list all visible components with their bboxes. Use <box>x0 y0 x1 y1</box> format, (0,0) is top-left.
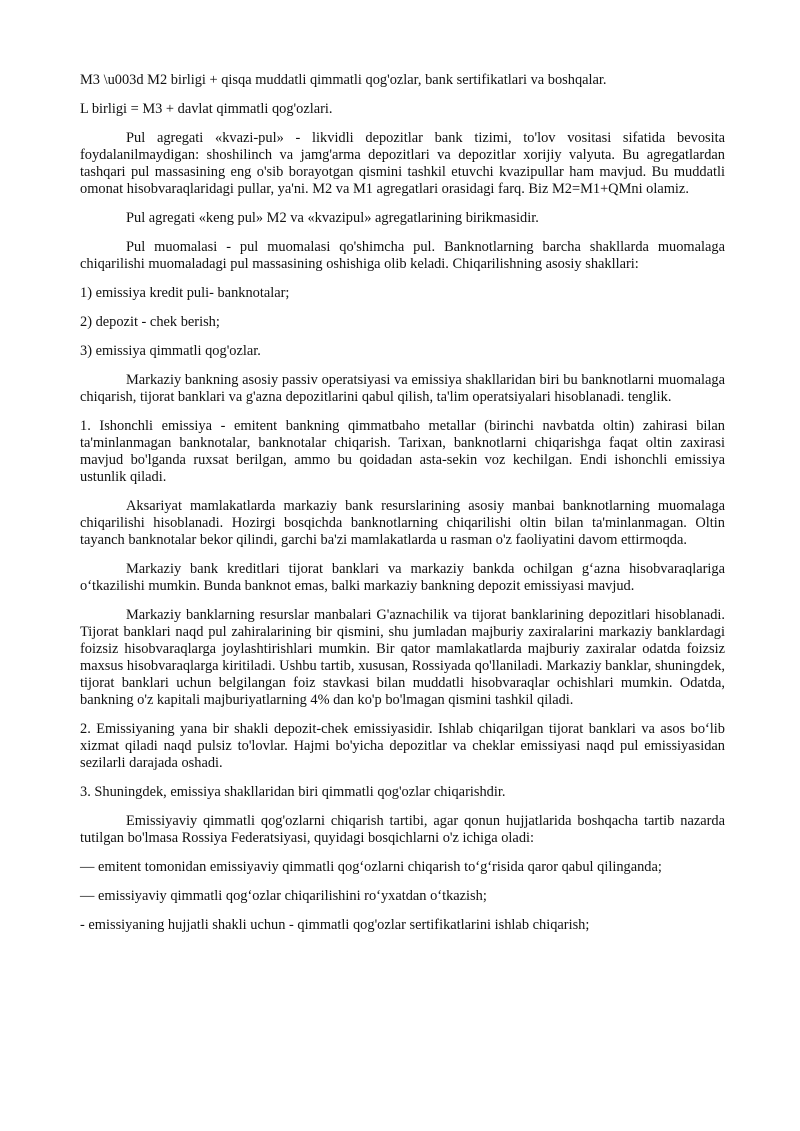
paragraph-securities-emission: 3. Shuningdek, emissiya shakllaridan biri qimmatli qog'ozlar chiqarishdir. <box>80 784 506 800</box>
document-page <box>80 72 725 946</box>
paragraph-fiduciary-emission: 1. Ishonchli emissiya - emitent bankning qimmatbaho metallar (birinchi navbatda oltin) zahirasi bilan ta'minlanmagan banknotalar, banknotalar chiqarish. Tarixan, banknotlarni chiqarishga faqat oltin zaxirasi mavjud bo'lganda ruxsat berilgan, ammo bu qoidadan asta-sekin voz kechilgan. Endi ishonchli emissiya ustunlik qiladi. <box>80 418 725 485</box>
paragraph-deposit-check-emission: 2. Emissiyaning yana bir shakli depozit-chek emissiyasidir. Ishlab chiqarilgan tijorat banklari va asos bo‘lib xizmat qiladi naqd pulsiz to'lovlar. Hajmi bo'yicha depozitlar va cheklar emissiyasi naqd pul emissiyasidan sezilarli darajada oshadi. <box>80 721 725 771</box>
list-item-1: 1) emissiya kredit puli- banknotalar; <box>80 285 290 301</box>
list-item-decision: — emitent tomonidan emissiyaviy qimmatli qog‘ozlarni chiqarish to‘g‘risida qaror qabul qilinganda; <box>80 859 662 875</box>
list-item-certificates: - emissiyaning hujjatli shakli uchun - qimmatli qog'ozlar sertifikatlarini ishlab chiqarish; <box>80 917 590 933</box>
paragraph-money-circulation: Pul muomalasi - pul muomalasi qo'shimcha pul. Banknotlarning barcha shakllarda muomalaga chiqarilishi muomaladagi pul massasining oshishiga olib keladi. Chiqarilishning asosiy shakllari: <box>80 239 725 272</box>
paragraph-m3-definition: M3 \u003d M2 birligi + qisqa muddatli qimmatli qog'ozlar, bank sertifikatlari va boshqalar. <box>80 72 607 88</box>
paragraph-broad-money: Pul agregati «keng pul» M2 va «kvazipul» agregatlarining birikmasidir. <box>126 210 539 226</box>
paragraph-securities-procedure: Emissiyaviy qimmatli qog'ozlarni chiqarish tartibi, agar qonun hujjatlarida boshqacha tartib nazarda tutilgan bo'lmasa Rossiya Federatsiyasi, quyidagi bosqichlarni o'z ichiga oladi: <box>80 813 725 846</box>
paragraph-central-bank-credits: Markaziy bank kreditlari tijorat banklari va markaziy bankda ochilgan g‘azna hisobvaraqlariga o‘tkazilishi mumkin. Bunda banknot emas, balki markaziy bankning depozit emissiyasi mavjud. <box>80 561 725 594</box>
paragraph-quasi-money: Pul agregati «kvazi-pul» - likvidli depozitlar bank tizimi, to'lov vositasi sifatida bevosita foydalanilmaydigan: shoshilinch va jamg'arma depozitlari va depozitlar xorijiy valyuta. Bu agregatlardan tashqari pul massasining eng o'sib borayotgan qismini tashkil etuvchi kvazipullar ham mavjud. Bu muddatli omonat hisobvaraqlaridagi pullar, ya'ni. M2 va M1 agregatlari orasidagi farq. Biz M2=M1+QMni olamiz. <box>80 130 725 197</box>
paragraph-l-definition: L birligi = M3 + davlat qimmatli qog'ozlari. <box>80 101 333 117</box>
paragraph-banknote-issue: Aksariyat mamlakatlarda markaziy bank resurslarining asosiy manbai banknotlarning muomalaga chiqarilishi hisoblanadi. Hozirgi bosqichda banknotlarning chiqarilishi oltin bilan ta'minlanmagan. Oltin tayanch banknotalar bekor qilindi, garchi ba'zi mamlakatlarda u rasman o'z faoliyatini davom ettirmoqda. <box>80 498 725 548</box>
list-item-2: 2) depozit - chek berish; <box>80 314 220 330</box>
list-item-registration: — emissiyaviy qimmatli qog‘ozlar chiqarilishini ro‘yxatdan o‘tkazish; <box>80 888 487 904</box>
paragraph-central-bank-operations: Markaziy bankning asosiy passiv operatsiyasi va emissiya shakllaridan biri bu banknotlarni muomalaga chiqarish, tijorat banklari va g'azna depozitlarini qabul qilish, ta'lim operatsiyalari hisoblanadi. tenglik. <box>80 372 725 405</box>
list-item-3: 3) emissiya qimmatli qog'ozlar. <box>80 343 261 359</box>
paragraph-resource-sources: Markaziy banklarning resurslar manbalari G'aznachilik va tijorat banklarining depozitlari hisoblanadi. Tijorat banklari naqd pul zahiralarining bir qismini, shu jumladan majburiy zaxiralarini markaziy banklardagi foizsiz hisobvaraqlarga joylashtirishlari mumkin. Bir qator mamlakatlarda majburiy zaxiralar odatda foizsiz maxsus hisobvaraqlarga kiritiladi. Ushbu tartib, xususan, Rossiyada qo'llaniladi. Markaziy banklar, shuningdek, tijorat banklari uchun belgilangan foiz stavkasi bilan muddatli hisobvaraqlar ochishlari mumkin. Odatda, bankning o'z kapitali majburiyatlarning 4% dan ko'p bo'lmagan qismini tashkil qiladi. <box>80 607 725 708</box>
